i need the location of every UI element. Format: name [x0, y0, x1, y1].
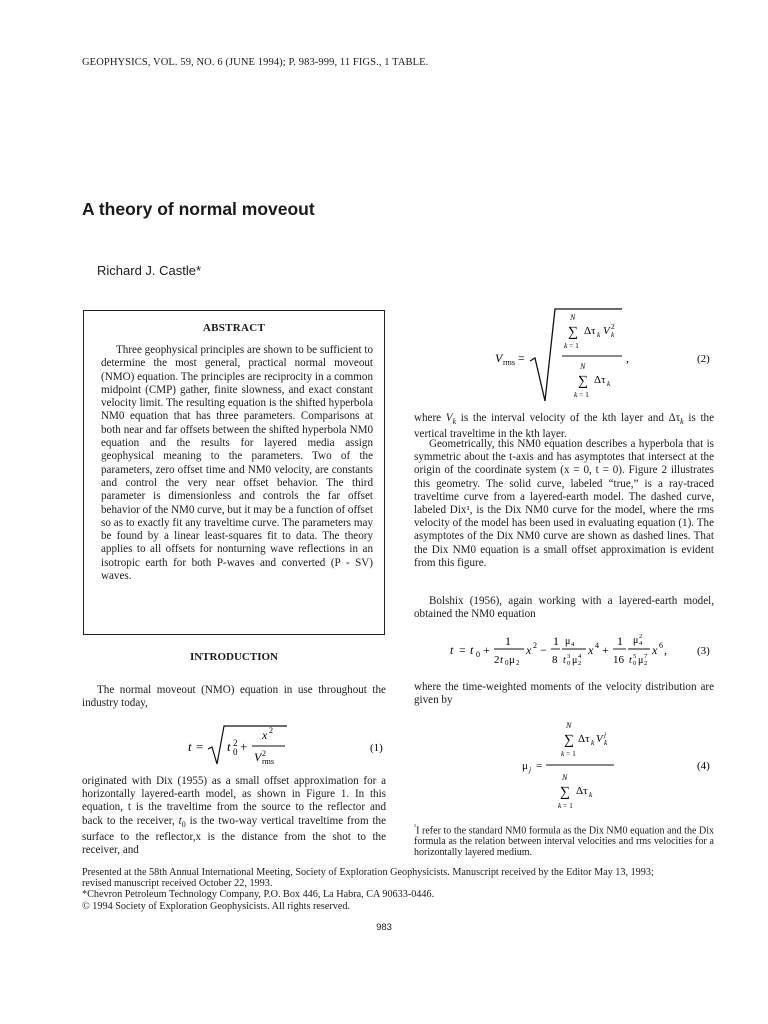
equation-2-label: (2) [697, 353, 710, 365]
svg-text:μ: μ [522, 760, 528, 772]
svg-text:+: + [240, 739, 248, 754]
svg-text:V: V [254, 750, 262, 764]
vk-base: V [445, 412, 453, 424]
intro-paragraph-1: The normal moveout (NMO) equation in use throughout the industry today, [82, 684, 386, 710]
dtau-base: Δτ [668, 412, 681, 424]
svg-text:+: + [602, 643, 609, 657]
svg-text:1: 1 [505, 634, 511, 648]
equation-3-label: (3) [697, 645, 710, 657]
svg-text:4: 4 [571, 641, 575, 648]
abstract-box [83, 310, 385, 635]
svg-text:V: V [495, 351, 503, 365]
svg-text:,: , [626, 351, 629, 365]
svg-text:N: N [562, 773, 568, 782]
copyright-line: © 1994 Society of Exploration Geophysicists. All rights reserved. [82, 900, 351, 912]
svg-text:= 1: = 1 [563, 801, 573, 810]
svg-text:rms: rms [262, 757, 274, 766]
svg-text:μ: μ [633, 635, 639, 646]
svg-text:0: 0 [476, 650, 480, 659]
submission-line-2: revised manuscript received October 22, 1993. [82, 878, 273, 890]
svg-text:Δτ: Δτ [576, 785, 588, 797]
svg-text:2: 2 [533, 641, 537, 650]
svg-text:N: N [580, 362, 586, 371]
svg-text:Δτ: Δτ [578, 733, 590, 745]
svg-text:k: k [589, 790, 593, 799]
svg-text:x: x [526, 643, 532, 657]
submission-line-1: Presented at the 58th Annual International Meeting, Society of Exploration Geophysicists. Manuscript received by the Editor May 13, 1993; [82, 867, 654, 878]
svg-text:N: N [570, 313, 576, 322]
svg-text:k: k [607, 379, 611, 388]
svg-text:2: 2 [494, 654, 500, 666]
svg-text:k: k [564, 341, 568, 350]
svg-text:7: 7 [644, 653, 648, 660]
svg-text:k: k [597, 330, 601, 339]
svg-text:= 1: = 1 [566, 749, 576, 758]
svg-text:t: t [450, 643, 454, 657]
svg-text:k: k [558, 801, 562, 810]
svg-text:x: x [652, 643, 658, 657]
svg-text:rms: rms [503, 358, 515, 367]
svg-text:4: 4 [595, 641, 599, 650]
svg-text:V: V [603, 325, 610, 337]
svg-text:k: k [611, 330, 615, 339]
svg-text:t: t [629, 655, 632, 666]
svg-text:2: 2 [516, 659, 520, 667]
svg-text:μ: μ [509, 654, 515, 666]
intro-paragraph-2-end: is the two-way vertical traveltime from the surface to the reflector,x is the distance from the shot to the receiver, and [82, 814, 386, 857]
svg-text:=: = [196, 739, 204, 754]
svg-text:,: , [664, 643, 667, 657]
dtau-symbol [668, 412, 684, 427]
svg-text:x: x [588, 643, 594, 657]
svg-text:2: 2 [262, 749, 266, 758]
equation-3 [414, 630, 714, 670]
footnote [414, 822, 714, 858]
svg-text:16: 16 [613, 654, 624, 666]
svg-text:V: V [596, 733, 603, 745]
svg-text:∑: ∑ [568, 325, 578, 340]
svg-text:k: k [561, 749, 565, 758]
svg-text:2: 2 [269, 726, 273, 735]
svg-text:t: t [227, 739, 231, 754]
svg-text:0: 0 [233, 747, 238, 757]
t0-sub: 0 [181, 819, 186, 829]
svg-text:3: 3 [567, 653, 571, 660]
moments-paragraph: where the time-weighted moments of the velocity distribution are given by [414, 681, 714, 707]
journal-citation: GEOPHYSICS, VOL. 59, NO. 6 (JUNE 1994); P. 983-999, 11 FIGS., 1 TABLE. [82, 57, 429, 68]
equation-1-label: (1) [370, 742, 383, 754]
svg-text:1: 1 [553, 634, 559, 648]
vk-text-3: is the vertical traveltime in the kth layer. [414, 412, 715, 441]
equation-2 [414, 305, 714, 407]
svg-text:=: = [459, 643, 466, 657]
t0-base: t [178, 814, 182, 827]
svg-text:2: 2 [611, 322, 615, 331]
svg-text:∑: ∑ [564, 733, 574, 748]
svg-text:5: 5 [633, 653, 637, 660]
svg-text:j: j [529, 765, 532, 774]
svg-text:−: − [540, 643, 547, 657]
svg-text:N: N [566, 721, 572, 730]
vk-symbol [445, 412, 457, 427]
page-number: 983 [376, 922, 392, 933]
intro-paragraph-2-start: originated with Dix (1955) as a small offset approximation for a horizontally layered-earth model, as shown in Figure 1. In this equation, t is the traveltime from the source to the reflector and back to the receiver, [82, 775, 386, 827]
abstract-heading: ABSTRACT [202, 322, 266, 334]
svg-text:t: t [470, 643, 474, 657]
svg-text:Δτ: Δτ [584, 325, 596, 337]
svg-text:μ: μ [572, 655, 578, 666]
svg-text:j: j [604, 730, 607, 739]
svg-text:0: 0 [633, 660, 637, 667]
svg-text:4: 4 [639, 640, 643, 647]
svg-text:k: k [574, 390, 578, 399]
submission-note [82, 867, 714, 912]
author-name: Richard J. Castle* [97, 263, 202, 278]
abstract-text: Three geophysical principles are shown to be sufficient to determine the most general, practical normal moveout (NMO) equation. The principles are reciprocity in a common midpoint (CMP) gather, finite slowness, and exact constant velocity limit. The resulting equation is the shifted hyperbola NM0 equation that has three parameters. Comparisons at both near and far offsets between the shifted hyperbola NM0 equation and the results for layered media assign geophysical meaning to the parameters. Two of the parameters, zero offset time and NM0 velocity, are constants and control the very near offset behavior. The third parameter is dimensionless and controls the far offset behavior of the NM0 curve, but it may be a function of offset so as to exactly fit any traveltime curve. The parameters may be found by a linear least-squares fit to data. The theory applies to all offsets for nonturning wave reflections in an isotropic earth for both P-waves and converted (P - SV) waves. [101, 344, 373, 583]
equation-4 [414, 716, 714, 812]
svg-text:0: 0 [505, 659, 509, 667]
t0-symbol [179, 815, 186, 827]
svg-text:=: = [536, 760, 543, 772]
bolshix-paragraph: Bolshix (1956), again working with a layered-earth model, obtained the NM0 equation [414, 595, 714, 621]
dtau-sub: k [680, 417, 684, 427]
svg-text:6: 6 [659, 641, 663, 650]
svg-text:∑: ∑ [578, 374, 588, 389]
svg-text:2: 2 [578, 660, 582, 667]
footnote-text: I refer to the standard NM0 formula as the Dix NM0 equation and the Dix formula as the relation between interval velocities and rms velocities for a horizontally layered medium. [414, 825, 714, 859]
svg-text:2: 2 [639, 633, 643, 640]
svg-text:8: 8 [552, 654, 558, 666]
equation-1 [82, 722, 386, 768]
svg-text:t: t [563, 655, 566, 666]
footnote-marker: ¹ [414, 823, 417, 831]
vk-text-2: is the interval velocity of the kth layer and [456, 412, 669, 424]
svg-text:k: k [604, 738, 608, 747]
equation-4-label: (4) [697, 760, 710, 772]
svg-text:1: 1 [617, 634, 623, 648]
affiliation-line: *Chevron Petroleum Technology Company, P.O. Box 446, La Habra, CA 90633-0446. [82, 889, 435, 901]
svg-text:4: 4 [578, 653, 582, 660]
intro-paragraph-2 [82, 775, 386, 857]
svg-text:μ: μ [638, 655, 644, 666]
svg-text:+: + [483, 643, 490, 657]
svg-text:k: k [591, 738, 595, 747]
svg-text:t: t [500, 654, 504, 666]
svg-text:∑: ∑ [560, 785, 570, 800]
svg-text:Δτ: Δτ [594, 374, 606, 386]
vk-sub: k [452, 417, 457, 427]
svg-text:x: x [262, 728, 268, 742]
svg-text:2: 2 [644, 660, 648, 667]
svg-text:2: 2 [233, 738, 238, 748]
svg-text:t: t [188, 739, 192, 754]
svg-text:= 1: = 1 [579, 390, 589, 399]
vk-text-1: where [414, 412, 446, 424]
svg-text:μ: μ [565, 636, 571, 647]
paper-title: A theory of normal moveout [82, 199, 315, 219]
svg-text:=: = [518, 351, 525, 365]
introduction-heading: INTRODUCTION [189, 651, 278, 663]
svg-text:0: 0 [567, 660, 571, 667]
svg-text:= 1: = 1 [569, 341, 579, 350]
geometric-paragraph: Geometrically, this NM0 equation describes a hyperbola that is symmetric about the t-axis and has asymptotes that intersect at the origin of the coordinate system (x = 0, t = 0). Figure 2 illustrates this geometry. The solid curve, labeled “true,” is a ray-traced traveltime curve from a layered-earth model. The dashed curve, labeled Dix¹, is the Dix NM0 curve for the model, where the rms velocity of the model has been used in evaluating equation (1). The asymptotes of the Dix NM0 curve are shown as dashed lines. That the Dix NM0 equation is a small offset approximation is evident from this figure. [414, 438, 714, 569]
